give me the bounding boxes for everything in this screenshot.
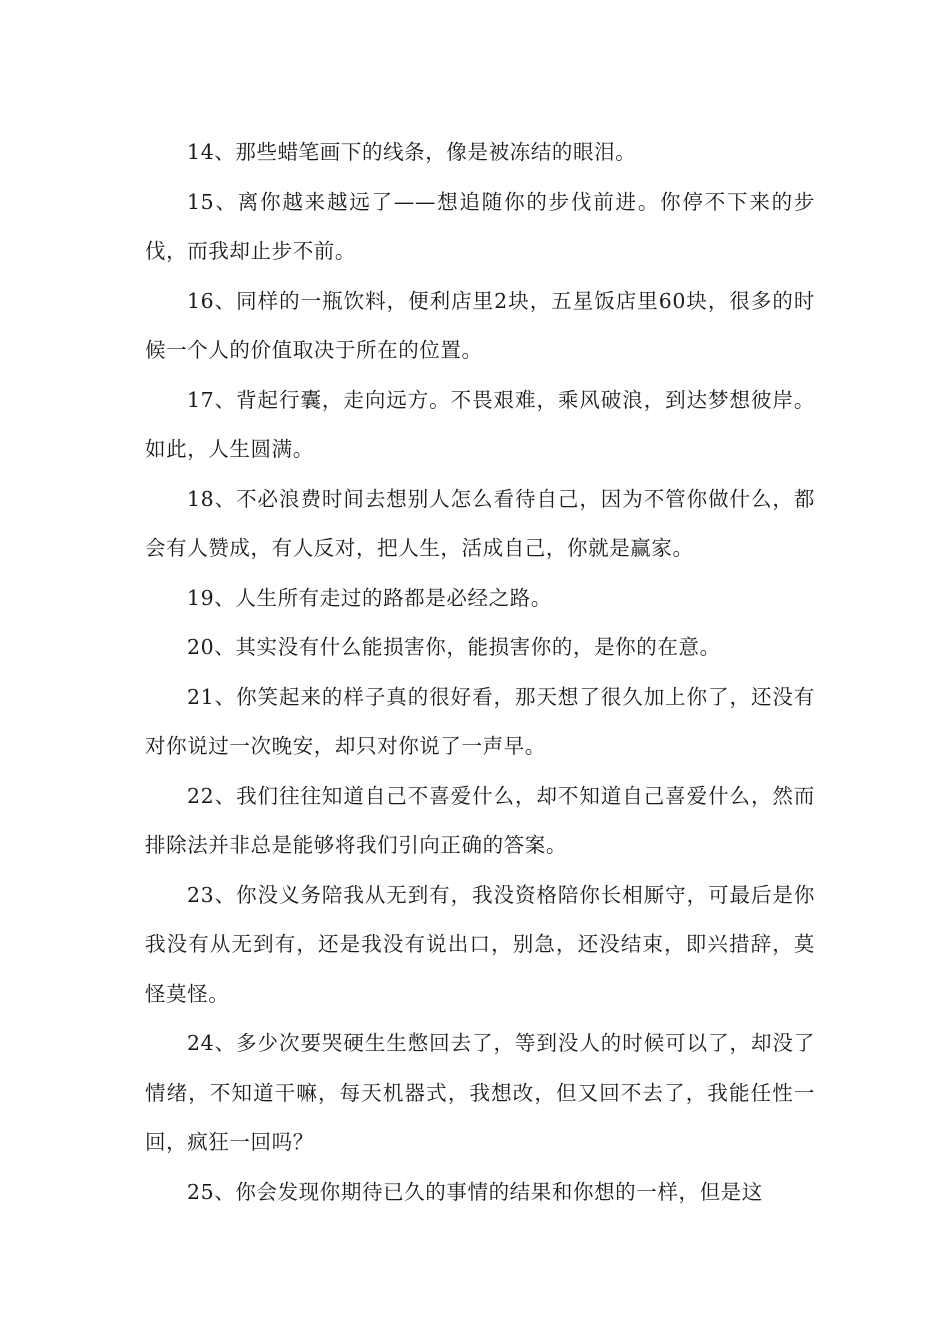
paragraph-21: 21、你笑起来的样子真的很好看，那天想了很久加上你了，还没有对你说过一次晚安，却只对你说了一声早。 xyxy=(145,684,815,758)
paragraph-23: 23、你没义务陪我从无到有，我没资格陪你长相厮守，可最后是你我没有从无到有，还是我没有说出口，别急，还没结束，即兴措辞，莫怪莫怪。 xyxy=(145,882,815,1006)
paragraph-22: 22、我们往往知道自己不喜爱什么，却不知道自己喜爱什么，然而排除法并非总是能够将我们引向正确的答案。 xyxy=(145,783,815,857)
paragraph-17: 17、背起行囊，走向远方。不畏艰难，乘风破浪，到达梦想彼岸。如此，人生圆满。 xyxy=(145,387,815,461)
paragraph-20: 20、其实没有什么能损害你，能损害你的，是你的在意。 xyxy=(187,635,721,659)
paragraph-19: 19、人生所有走过的路都是必经之路。 xyxy=(187,585,552,610)
paragraph-14: 14、那些蜡笔画下的线条，像是被冻结的眼泪。 xyxy=(187,140,637,164)
document-body xyxy=(145,128,815,1217)
paragraph-25: 25、你会发现你期待已久的事情的结果和你想的一样，但是这 xyxy=(187,1179,763,1204)
paragraph-16: 16、同样的一瓶饮料，便利店里2块，五星饭店里60块，很多的时候一个人的价值取决于所在的位置。 xyxy=(145,288,815,362)
paragraph-18: 18、不必浪费时间去想别人怎么看待自己，因为不管你做什么，都会有人赞成，有人反对，把人生，活成自己，你就是赢家。 xyxy=(145,486,815,560)
paragraph-15: 15、离你越来越远了——想追随你的步伐前进。你停不下来的步伐，而我却止步不前。 xyxy=(145,189,815,263)
paragraph-24: 24、多少次要哭硬生生憋回去了，等到没人的时候可以了，却没了情绪，不知道干嘛，每天机器式，我想改，但又回不去了，我能任性一回，疯狂一回吗？ xyxy=(145,1031,815,1154)
